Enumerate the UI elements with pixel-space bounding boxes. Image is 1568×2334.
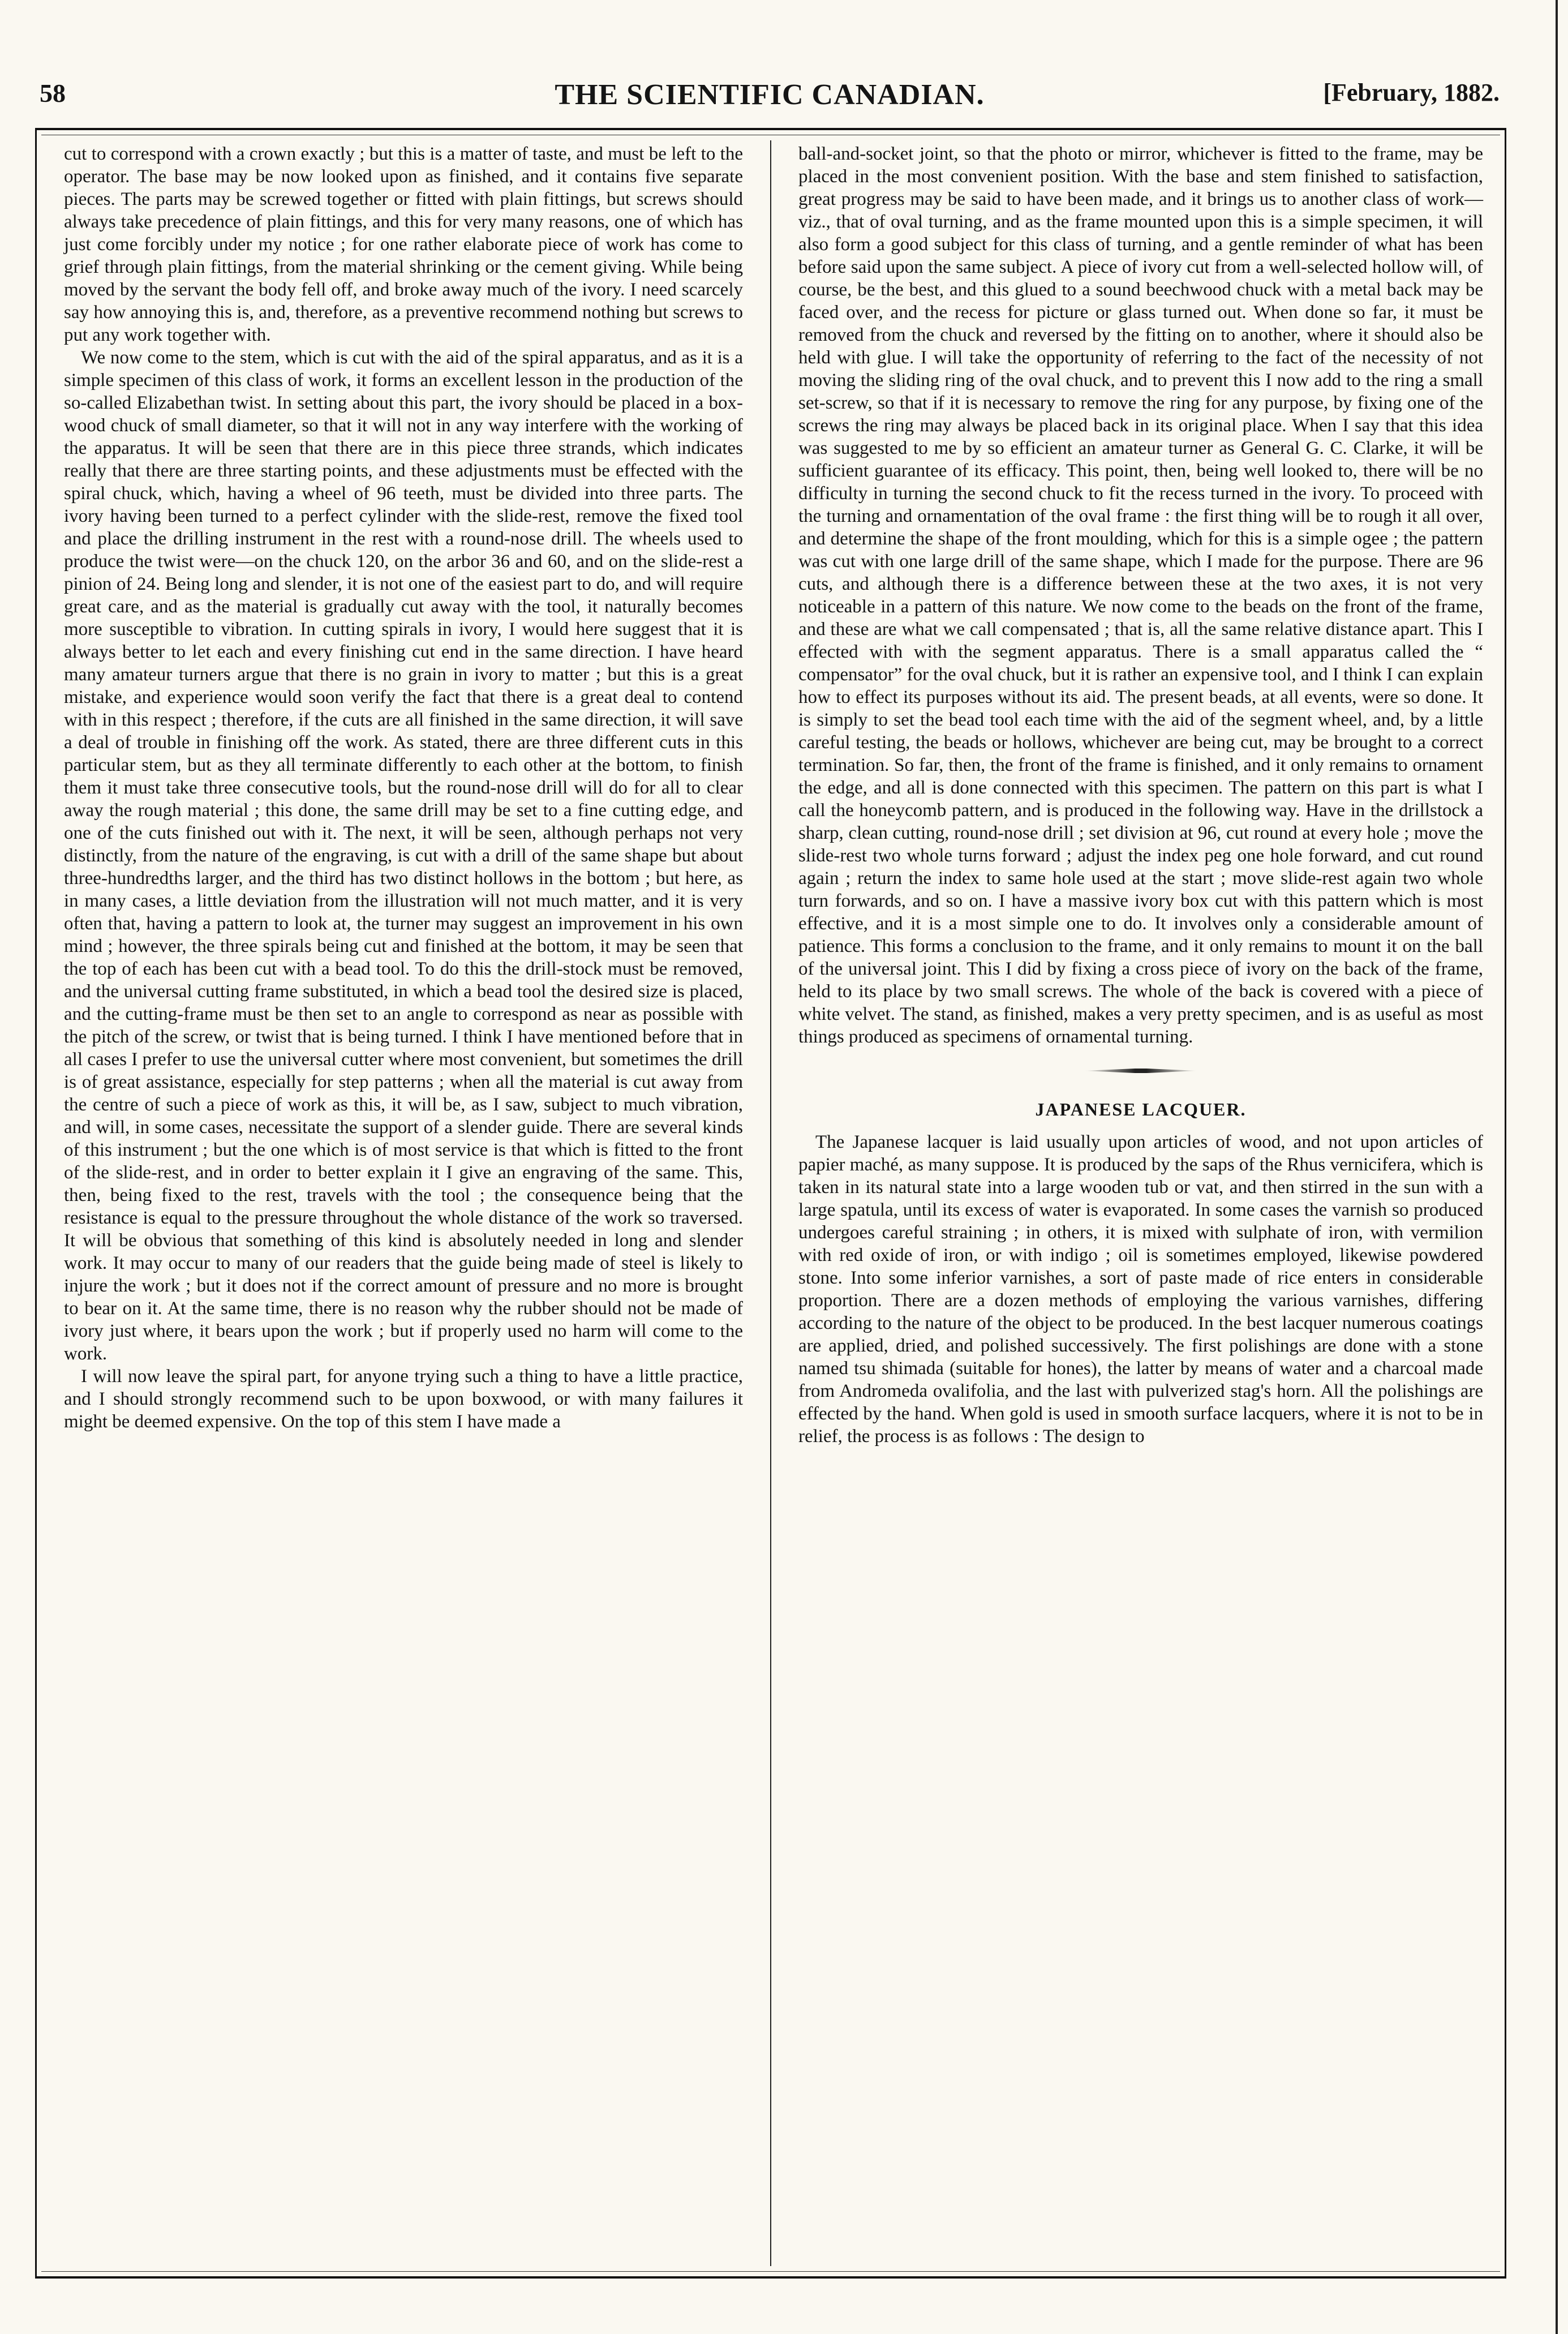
masthead-title: THE SCIENTIFIC CANADIAN. — [555, 79, 985, 111]
paragraph: We now come to the stem, which is cut with the aid of the spiral apparatus, and as it is a simple specimen of this class of work, it forms an excellent lesson in the production of the so-called Elizabethan twist. In setting about this part, the ivory should be placed in a box-wood chuck of small diameter, so that it will not in any way interfere with the working of the apparatus. It will be seen that there are in this piece three strands, which indicates really that there are three starting points, and these adjustments must be effected with the spiral chuck, which, having a wheel of 96 teeth, must be divided into three parts. The ivory having been turned to a perfect cylinder with the slide-rest, remove the fixed tool and place the drilling instrument in the rest with a round-nose drill. The wheels used to produce the twist were—on the chuck 120, on the arbor 36 and 60, and on the slide-rest a pinion of 24. Being long and slender, it is not one of the easiest part to do, and will require great care, and as the material is gradually cut away with the tool, it naturally becomes more susceptible to vibration. In cutting spirals in ivory, I would here suggest that it is always better to let each and every finishing cut end in the same direction. I have heard many amateur turners argue that there is no grain in ivory to matter ; but this is a great mistake, and experience would soon verify the fact that there is a great deal to contend with in this respect ; therefore, if the cuts are all finished in the same direction, it will save a deal of trouble in finishing off the work. As stated, there are three different cuts in this particular stem, but as they all terminate differently to each other at the bottom, to finish them it must take three consecutive tools, but the round-nose drill will do for all to clear away the rough material ; this done, the same drill may be set to a fine cutting edge, and one of the cuts finished out with it. The next, it will be seen, although perhaps not very distinctly, from the nature of the engraving, is cut with a drill of the same shape but about three-hundredths larger, and the third has two distinct hollows in the bottom ; but here, as in many cases, a little deviation from the illustration will not much matter, and it is very often that, having a pattern to look at, the turner may suggest an improvement in his own mind ; however, the three spirals being cut and finished at the bottom, it may be seen that the top of each has been cut with a bead tool. To do this the drill-stock must be removed, and the universal cutting frame substituted, in which a bead tool the desired size is placed, and the cutting-frame must be then set to an angle to correspond as near as possible with the pitch of the screw, or twist that is being turned. I think I have mentioned before that in all cases I prefer to use the universal cutter where most convenient, but sometimes the drill is of great assistance, especially for step patterns ; when all the material is cut away from the centre of such a piece of work as this, it will be, as I saw, subject to much vibration, and will, in some cases, necessitate the support of a slender guide. There are several kinds of this instrument ; but the one which is of most service is that which is fitted to the front of the slide-rest, and in order to better explain it I give an engraving of the same. This, then, being fixed to the rest, travels with the tool ; the consequence being that the resistance is equal to the pressure throughout the whole distance of the work so traversed. It will be obvious that something of this kind is absolutely needed in long and slender work. It may occur to many of our readers that the guide being made of steel is likely to injure the work ; but it does not if the correct amount of pressure and no more is brought to bear on it. At the same time, there is no reason why the rubber should not be made of ivory just where, it bears upon the work ; but if properly used no harm will come to the work. — [64, 347, 743, 1364]
article-frame — [35, 128, 1506, 2279]
issue-date: [February, 1882. — [1323, 79, 1500, 106]
paragraph: cut to correspond with a crown exactly ; but this is a matter of taste, and must be left to the operator. The base may be now looked upon as finished, and it contains five separate pieces. The parts may be screwed together or fitted with plain fittings, but screws should always take precedence of plain fittings, and this for very many reasons, one of which has just come forcibly under my notice ; for one rather elaborate piece of work has come to grief through plain fittings, from the material shrinking or the cement giving. While being moved by the servant the body fell off, and broke away much of the ivory. I need scarcely say how annoying this is, and, therefore, as a preventive recommend nothing but screws to put any work together with. — [64, 144, 743, 345]
page-header — [40, 78, 1500, 123]
right-column — [798, 143, 1483, 1448]
page-edge-line — [1556, 0, 1558, 2334]
section-heading: JAPANESE LACQUER. — [1035, 1099, 1247, 1119]
left-column — [64, 143, 743, 1433]
paragraph: I will now leave the spiral part, for anyone trying such a thing to have a little practice, and I should strongly recommend such to be upon boxwood, or with many failures it might be deemed expensive. On the top of this stem I have made a — [64, 1366, 743, 1432]
page-number: 58 — [40, 79, 66, 108]
column-divider — [770, 140, 771, 2266]
paragraph: ball-and-socket joint, so that the photo or mirror, whichever is fitted to the frame, may be placed in the most convenient position. With the base and stem finished to satisfaction, great progress may be said to have been made, and it brings us to another class of work—viz., that of oval turning, and as the frame mounted upon this is a simple specimen, it will also form a good subject for this class of turning, and a gentle reminder of what has been before said upon the same subject. A piece of ivory cut from a well-selected hollow will, of course, be the best, and this glued to a sound beechwood chuck with a metal back may be faced over, and the recess for picture or glass turned out. When done so far, it must be removed from the chuck and reversed by the fitting on to another, where it should also be held with glue. I will take the opportunity of referring to the fact of the necessity of not moving the sliding ring of the oval chuck, and to prevent this I now add to the ring a small set-screw, so that if it is necessary to remove the ring for any purpose, by fixing one of the screws the ring may always be placed back in its original place. When I say that this idea was suggested to me by so efficient an amateur turner as General G. C. Clarke, it will be sufficient guarantee of its efficacy. This point, then, being well looked to, there will be no difficulty in turning the second chuck to fit the recess turned in the ivory. To proceed with the turning and ornamentation of the oval frame : the first thing will be to rough it all over, and determine the shape of the front moulding, which for this is a simple ogee ; the pattern was cut with one large drill of the same shape, which I made for the purpose. There are 96 cuts, and although there is a difference between these at the two axes, it is not very noticeable in a pattern of this nature. We now come to the beads on the front of the frame, and these are what we call compensated ; that is, all the same relative distance apart. This I effected with with the segment apparatus. There is a small apparatus called the “ compensator” for the oval chuck, but it is rather an expensive tool, and I think I can explain how to effect its purposes without its aid. The present beads, at all events, were so done. It is simply to set the bead tool each time with the aid of the segment wheel, and, by a little careful testing, the beads or hollows, whichever are being cut, may be brought to a correct termination. So far, then, the front of the frame is finished, and it only remains to ornament the edge, and all is done connected with this specimen. The pattern on this part is what I call the honeycomb pattern, and is produced in the following way. Have in the drillstock a sharp, clean cutting, round-nose drill ; set division at 96, cut round at every hole ; move the slide-rest two whole turns forward ; adjust the index peg one hole forward, and cut round again ; return the index to same hole used at the start ; move slide-rest again two whole turn forwards, and so on. I have a massive ivory box cut with this pattern which is most effective, and it is a most simple one to do. It involves only a considerable amount of patience. This forms a conclusion to the frame, and it only remains to mount it on the ball of the universal joint. This I did by fixing a cross piece of ivory on the back of the frame, held to its place by two small screws. The whole of the back is covered with a piece of white velvet. The stand, as finished, makes a very pretty specimen, and is as useful as most things produced as specimens of ornamental turning. — [798, 144, 1483, 1047]
section-divider-ornament — [1084, 1069, 1197, 1073]
paragraph: The Japanese lacquer is laid usually upon articles of wood, and not upon articles of papier maché, as many suppose. It is produced by the saps of the Rhus vernicifera, which is taken in its natural state into a large wooden tub or vat, and then stirred in the sun with a large spatula, until its excess of water is evaporated. In some cases the varnish so produced undergoes careful straining ; in others, it is mixed with sulphate of iron, with vermilion with red oxide of iron, or with indigo ; oil is sometimes employed, likewise powdered stone. Into some inferior varnishes, a sort of paste made of rice enters in considerable proportion. There are a dozen methods of employing the various varnishes, differing according to the nature of the object to be produced. In the best lacquer numerous coatings are applied, dried, and polished successively. The first polishings are done with a stone named tsu shimada (suitable for hones), the latter by means of water and a charcoal made from Andromeda ovalifolia, and the last with pulverized stag's horn. All the polishings are effected by the hand. When gold is used in smooth surface lacquers, where it is not to be in relief, the process is as follows : The design to — [798, 1132, 1483, 1447]
